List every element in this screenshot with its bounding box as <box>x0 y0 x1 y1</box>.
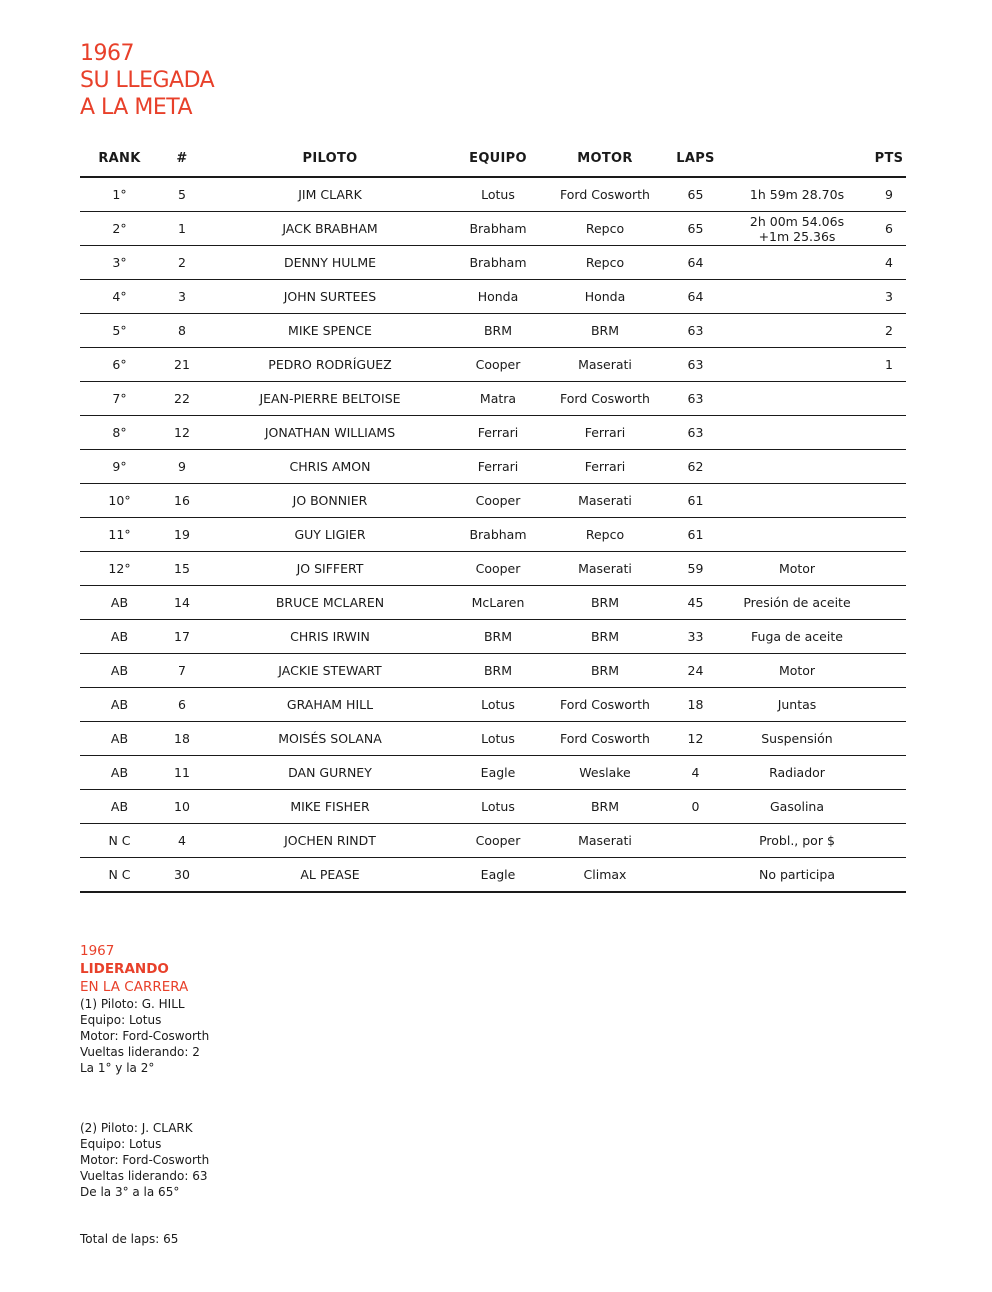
header-engine: MOTOR <box>541 141 669 177</box>
cell-number: 9 <box>159 450 205 484</box>
cell-laps <box>669 824 722 858</box>
cell-driver: JONATHAN WILLIAMS <box>205 416 455 450</box>
cell-points <box>872 790 906 824</box>
cell-laps: 64 <box>669 280 722 314</box>
cell-points <box>872 518 906 552</box>
cell-info: Radiador <box>722 756 872 790</box>
cell-number: 10 <box>159 790 205 824</box>
header-driver: PILOTO <box>205 141 455 177</box>
cell-laps: 0 <box>669 790 722 824</box>
cell-laps <box>669 858 722 893</box>
results-table <box>80 141 906 893</box>
cell-info: Suspensión <box>722 722 872 756</box>
table-row <box>80 722 906 756</box>
header-laps: LAPS <box>669 141 722 177</box>
cell-driver: AL PEASE <box>205 858 455 893</box>
cell-points <box>872 688 906 722</box>
total-laps: Total de laps: 65 <box>80 1232 179 1246</box>
cell-points: 6 <box>872 212 906 246</box>
cell-laps: 65 <box>669 212 722 246</box>
cell-rank: 12° <box>80 552 159 586</box>
cell-laps: 12 <box>669 722 722 756</box>
cell-rank: 1° <box>80 177 159 212</box>
cell-laps: 24 <box>669 654 722 688</box>
page-title <box>80 40 214 121</box>
table-row <box>80 246 906 280</box>
cell-rank: AB <box>80 688 159 722</box>
cell-team: Lotus <box>455 688 541 722</box>
cell-engine: Repco <box>541 246 669 280</box>
cell-points <box>872 858 906 893</box>
header-info <box>722 141 872 177</box>
cell-number: 14 <box>159 586 205 620</box>
cell-laps: 65 <box>669 177 722 212</box>
cell-laps: 61 <box>669 484 722 518</box>
cell-points <box>872 552 906 586</box>
cell-points <box>872 484 906 518</box>
cell-info <box>722 246 872 280</box>
cell-number: 22 <box>159 382 205 416</box>
cell-laps: 59 <box>669 552 722 586</box>
cell-info <box>722 484 872 518</box>
cell-driver: JOCHEN RINDT <box>205 824 455 858</box>
cell-points: 4 <box>872 246 906 280</box>
cell-driver: GRAHAM HILL <box>205 688 455 722</box>
cell-team: Honda <box>455 280 541 314</box>
cell-driver: BRUCE MCLAREN <box>205 586 455 620</box>
cell-team: McLaren <box>455 586 541 620</box>
cell-driver: CHRIS AMON <box>205 450 455 484</box>
cell-team: BRM <box>455 620 541 654</box>
cell-points: 1 <box>872 348 906 382</box>
cell-engine: Maserati <box>541 348 669 382</box>
cell-engine: Ferrari <box>541 416 669 450</box>
cell-info: Juntas <box>722 688 872 722</box>
table-row <box>80 348 906 382</box>
cell-driver: JACKIE STEWART <box>205 654 455 688</box>
cell-laps: 63 <box>669 314 722 348</box>
cell-rank: AB <box>80 620 159 654</box>
cell-rank: 7° <box>80 382 159 416</box>
cell-points: 9 <box>872 177 906 212</box>
table-row <box>80 280 906 314</box>
table-row <box>80 552 906 586</box>
cell-team: Eagle <box>455 756 541 790</box>
cell-team: Ferrari <box>455 416 541 450</box>
cell-team: Ferrari <box>455 450 541 484</box>
cell-team: Lotus <box>455 722 541 756</box>
cell-number: 7 <box>159 654 205 688</box>
cell-points <box>872 586 906 620</box>
cell-engine: BRM <box>541 620 669 654</box>
cell-engine: Climax <box>541 858 669 893</box>
leading-section <box>80 942 209 1200</box>
table-row <box>80 620 906 654</box>
leading-subheading: EN LA CARRERA <box>80 979 189 995</box>
cell-engine: Honda <box>541 280 669 314</box>
cell-engine: BRM <box>541 654 669 688</box>
cell-number: 16 <box>159 484 205 518</box>
cell-rank: 5° <box>80 314 159 348</box>
table-row <box>80 824 906 858</box>
cell-team: Brabham <box>455 246 541 280</box>
cell-driver: JACK BRABHAM <box>205 212 455 246</box>
cell-info: 2h 00m 54.06s +1m 25.36s <box>722 212 872 246</box>
header-team: EQUIPO <box>455 141 541 177</box>
cell-team: Brabham <box>455 518 541 552</box>
cell-engine: Ford Cosworth <box>541 688 669 722</box>
cell-laps: 62 <box>669 450 722 484</box>
cell-info <box>722 382 872 416</box>
cell-info: Motor <box>722 552 872 586</box>
cell-points <box>872 756 906 790</box>
table-row <box>80 177 906 212</box>
cell-number: 19 <box>159 518 205 552</box>
results-body <box>80 177 906 892</box>
cell-number: 11 <box>159 756 205 790</box>
leader-block <box>80 1120 209 1200</box>
cell-number: 1 <box>159 212 205 246</box>
cell-laps: 45 <box>669 586 722 620</box>
cell-laps: 63 <box>669 416 722 450</box>
cell-engine: Maserati <box>541 552 669 586</box>
cell-driver: JO BONNIER <box>205 484 455 518</box>
cell-info <box>722 416 872 450</box>
cell-rank: N C <box>80 858 159 893</box>
table-header-row <box>80 141 906 177</box>
table-row <box>80 450 906 484</box>
cell-number: 5 <box>159 177 205 212</box>
cell-engine: BRM <box>541 790 669 824</box>
title-year: 1967 <box>80 41 134 66</box>
cell-points <box>872 654 906 688</box>
table-row <box>80 314 906 348</box>
cell-info: 1h 59m 28.70s <box>722 177 872 212</box>
leader-line: (2) Piloto: J. CLARK <box>80 1121 193 1135</box>
table-row <box>80 688 906 722</box>
cell-engine: Ford Cosworth <box>541 722 669 756</box>
table-row <box>80 858 906 893</box>
cell-points <box>872 382 906 416</box>
cell-info: Gasolina <box>722 790 872 824</box>
leading-blocks <box>80 996 209 1200</box>
cell-driver: JO SIFFERT <box>205 552 455 586</box>
leader-line: Equipo: Lotus <box>80 1013 162 1027</box>
title-line-2: SU LLEGADA <box>80 68 215 93</box>
cell-rank: N C <box>80 824 159 858</box>
cell-engine: Ferrari <box>541 450 669 484</box>
cell-number: 6 <box>159 688 205 722</box>
cell-engine: Maserati <box>541 824 669 858</box>
cell-number: 18 <box>159 722 205 756</box>
header-rank: RANK <box>80 141 159 177</box>
cell-rank: AB <box>80 722 159 756</box>
cell-number: 8 <box>159 314 205 348</box>
cell-points <box>872 722 906 756</box>
cell-team: Lotus <box>455 177 541 212</box>
cell-number: 30 <box>159 858 205 893</box>
cell-number: 21 <box>159 348 205 382</box>
cell-rank: 9° <box>80 450 159 484</box>
table-row <box>80 212 906 246</box>
cell-driver: CHRIS IRWIN <box>205 620 455 654</box>
table-row <box>80 382 906 416</box>
cell-info <box>722 280 872 314</box>
leader-line: Vueltas liderando: 63 <box>80 1169 208 1183</box>
cell-driver: MIKE FISHER <box>205 790 455 824</box>
cell-driver: JEAN-PIERRE BELTOISE <box>205 382 455 416</box>
cell-points: 2 <box>872 314 906 348</box>
cell-info: Probl., por $ <box>722 824 872 858</box>
cell-engine: Ford Cosworth <box>541 177 669 212</box>
cell-rank: 3° <box>80 246 159 280</box>
cell-number: 4 <box>159 824 205 858</box>
table-row <box>80 586 906 620</box>
cell-engine: Ford Cosworth <box>541 382 669 416</box>
cell-info: Fuga de aceite <box>722 620 872 654</box>
cell-driver: DAN GURNEY <box>205 756 455 790</box>
cell-rank: 4° <box>80 280 159 314</box>
block-spacer <box>80 1076 209 1120</box>
cell-points <box>872 416 906 450</box>
cell-info: Presión de aceite <box>722 586 872 620</box>
cell-engine: BRM <box>541 314 669 348</box>
cell-driver: MOISÉS SOLANA <box>205 722 455 756</box>
cell-engine: Repco <box>541 518 669 552</box>
cell-info: Motor <box>722 654 872 688</box>
leader-line: (1) Piloto: G. HILL <box>80 997 185 1011</box>
title-line-3: A LA META <box>80 95 193 120</box>
cell-laps: 63 <box>669 348 722 382</box>
cell-team: Lotus <box>455 790 541 824</box>
table-row <box>80 654 906 688</box>
cell-team: Cooper <box>455 824 541 858</box>
cell-team: BRM <box>455 314 541 348</box>
cell-rank: AB <box>80 756 159 790</box>
cell-driver: PEDRO RODRÍGUEZ <box>205 348 455 382</box>
cell-driver: GUY LIGIER <box>205 518 455 552</box>
cell-rank: 11° <box>80 518 159 552</box>
cell-laps: 64 <box>669 246 722 280</box>
leader-line: Motor: Ford-Cosworth <box>80 1029 210 1043</box>
cell-laps: 18 <box>669 688 722 722</box>
cell-engine: Repco <box>541 212 669 246</box>
leader-line: La 1° y la 2° <box>80 1061 155 1075</box>
header-number: # <box>159 141 205 177</box>
cell-driver: DENNY HULME <box>205 246 455 280</box>
cell-engine: BRM <box>541 586 669 620</box>
cell-info <box>722 450 872 484</box>
cell-info <box>722 518 872 552</box>
table-row <box>80 518 906 552</box>
leader-line: Equipo: Lotus <box>80 1137 162 1151</box>
cell-info <box>722 348 872 382</box>
cell-info <box>722 314 872 348</box>
cell-team: BRM <box>455 654 541 688</box>
cell-laps: 63 <box>669 382 722 416</box>
cell-team: Matra <box>455 382 541 416</box>
cell-team: Cooper <box>455 552 541 586</box>
cell-points <box>872 620 906 654</box>
cell-driver: MIKE SPENCE <box>205 314 455 348</box>
cell-number: 2 <box>159 246 205 280</box>
leader-line: Motor: Ford-Cosworth <box>80 1153 210 1167</box>
cell-team: Cooper <box>455 484 541 518</box>
cell-points <box>872 824 906 858</box>
leading-heading: LIDERANDO <box>80 961 169 977</box>
cell-driver: JIM CLARK <box>205 177 455 212</box>
cell-team: Eagle <box>455 858 541 893</box>
leader-line: Vueltas liderando: 2 <box>80 1045 200 1059</box>
cell-number: 17 <box>159 620 205 654</box>
table-row <box>80 790 906 824</box>
cell-rank: AB <box>80 790 159 824</box>
cell-rank: AB <box>80 654 159 688</box>
leader-block <box>80 996 209 1076</box>
cell-points <box>872 450 906 484</box>
cell-number: 3 <box>159 280 205 314</box>
table-row <box>80 756 906 790</box>
cell-laps: 61 <box>669 518 722 552</box>
cell-rank: 10° <box>80 484 159 518</box>
cell-rank: 2° <box>80 212 159 246</box>
cell-laps: 33 <box>669 620 722 654</box>
cell-laps: 4 <box>669 756 722 790</box>
leader-line: De la 3° a la 65° <box>80 1185 180 1199</box>
cell-team: Brabham <box>455 212 541 246</box>
table-row <box>80 484 906 518</box>
cell-driver: JOHN SURTEES <box>205 280 455 314</box>
cell-team: Cooper <box>455 348 541 382</box>
cell-rank: 6° <box>80 348 159 382</box>
cell-info: No participa <box>722 858 872 893</box>
cell-rank: AB <box>80 586 159 620</box>
cell-rank: 8° <box>80 416 159 450</box>
cell-number: 15 <box>159 552 205 586</box>
cell-engine: Maserati <box>541 484 669 518</box>
cell-number: 12 <box>159 416 205 450</box>
leading-year: 1967 <box>80 943 115 959</box>
table-row <box>80 416 906 450</box>
header-points: PTS <box>872 141 906 177</box>
cell-points: 3 <box>872 280 906 314</box>
cell-engine: Weslake <box>541 756 669 790</box>
